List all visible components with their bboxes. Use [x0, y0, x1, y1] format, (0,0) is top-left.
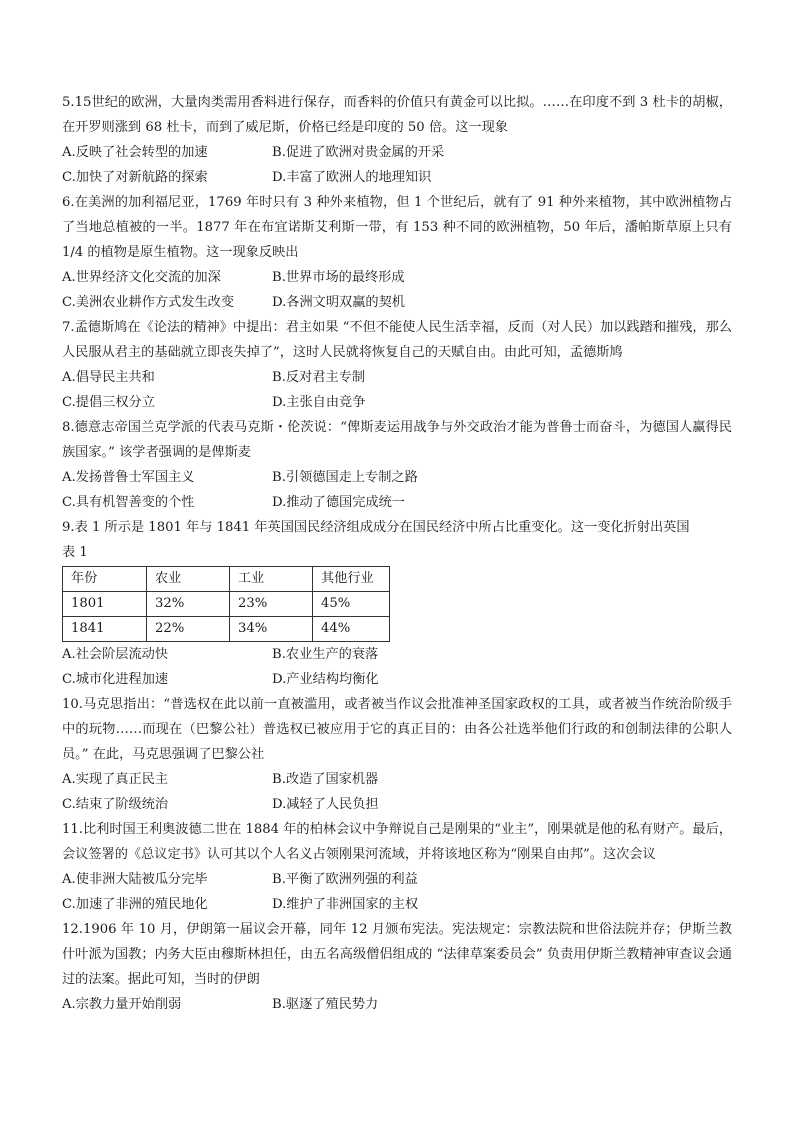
exam-page — [62, 90, 732, 1017]
option-b: B.世界市场的最终形成 — [272, 270, 405, 285]
option-a: A.宗教力量开始削弱 — [62, 997, 182, 1012]
options-grid — [62, 140, 732, 190]
question-stem: 12.1906 年 10 月，伊朗第一届议会开幕，同年 12 月颁布宪法。宪法规定：宗教法院和世俗法院并存；伊斯兰教什叶派为国教；内务大臣由穆斯林担任，由五名高级僧侣组成的 “法律草案委员会” 负责用伊斯兰教精神审查议会通过的法案。据此可知，当时的伊朗 — [62, 922, 732, 987]
option-c: C.加快了对新航路的探索 — [62, 170, 208, 185]
option-d: D.减轻了人民负担 — [272, 797, 379, 812]
question-stem: 9.表 1 所示是 1801 年与 1841 年英国国民经济组成成分在国民经济中所占比重变化。这一变化折射出英国 — [62, 520, 690, 535]
question-7 — [62, 315, 732, 415]
question-6 — [62, 190, 732, 315]
table-cell: 22% — [147, 617, 230, 642]
table-header-cell: 其他行业 — [313, 567, 390, 592]
option-a: A.世界经济文化交流的加深 — [62, 270, 221, 285]
table-cell: 32% — [147, 592, 230, 617]
option-b: B.引领德国走上专制之路 — [272, 470, 418, 485]
question-stem: 6.在美洲的加利福尼亚，1769 年时只有 3 种外来植物，但 1 个世纪后，就有了 91 种外来植物，其中欧洲植物占了当地总植被的一半。1877 年在布宜诺斯艾利斯一带，有 153 种不同的欧洲植物，50 年后，潘帕斯草原上只有 1/4 的植物是原生植物。这一现象反映出 — [62, 195, 732, 260]
table-caption: 表 1 — [62, 545, 88, 560]
option-b: B.反对君主专制 — [272, 370, 366, 385]
question-11 — [62, 817, 732, 917]
options-grid — [62, 465, 732, 515]
option-a: A.社会阶层流动快 — [62, 647, 169, 662]
options-grid — [62, 867, 732, 917]
table-row — [63, 592, 390, 617]
option-b: B.农业生产的衰落 — [272, 647, 379, 662]
question-stem: 11.比利时国王利奥波德二世在 1884 年的柏林会议中争辩说自己是刚果的“业主”，刚果就是他的私有财产。最后，会议签署的《总议定书》认可其以个人名义占领刚果河流域，并将该地区称为“刚果自由邦”。这次会议 — [62, 822, 732, 862]
option-c: C.结束了阶级统治 — [62, 797, 169, 812]
question-8 — [62, 415, 732, 515]
table-cell: 34% — [230, 617, 313, 642]
question-stem: 5.15世纪的欧洲，大量肉类需用香料进行保存，而香料的价值只有黄金可以比拟。……在印度不到 3 杜卡的胡椒，在开罗则涨到 68 杜卡，而到了威尼斯，价格已经是印度的 50 倍。这一现象 — [62, 95, 732, 135]
table-cell: 1841 — [63, 617, 147, 642]
options-grid — [62, 642, 732, 692]
table-row — [63, 617, 390, 642]
option-c: C.城市化进程加速 — [62, 672, 169, 687]
question-5 — [62, 90, 732, 190]
option-d: D.各洲文明双赢的契机 — [272, 295, 405, 310]
table-header-cell: 年份 — [63, 567, 147, 592]
option-a: A.实现了真正民主 — [62, 772, 169, 787]
question-10 — [62, 692, 732, 817]
option-d: D.丰富了欧洲人的地理知识 — [272, 170, 432, 185]
table-cell: 45% — [313, 592, 390, 617]
question-stem: 10.马克思指出：“普选权在此以前一直被滥用，或者被当作议会批准神圣国家政权的工具，或者被当作统治阶级手中的玩物……而现在（巴黎公社）普选权已被应用于它的真正目的：由各公社选举他们行政的和创制法律的公职人员。” 在此，马克思强调了巴黎公社 — [62, 697, 732, 762]
options-grid — [62, 365, 732, 415]
table-cell: 23% — [230, 592, 313, 617]
question-stem: 8.德意志帝国兰克学派的代表马克斯・伦茨说：“俾斯麦运用战争与外交政治才能为普鲁士而奋斗，为德国人赢得民族国家。” 该学者强调的是俾斯麦 — [62, 420, 732, 460]
option-d: D.产业结构均衡化 — [272, 672, 379, 687]
option-b: B.驱逐了殖民势力 — [272, 997, 379, 1012]
option-c: C.提倡三权分立 — [62, 395, 155, 410]
option-a: A.使非洲大陆被瓜分完毕 — [62, 872, 208, 887]
question-12 — [62, 917, 732, 1017]
option-a: A.倡导民主共和 — [62, 370, 155, 385]
question-9 — [62, 515, 732, 692]
table-cell: 1801 — [63, 592, 147, 617]
question-stem: 7.孟德斯鸠在《论法的精神》中提出：君主如果 “不但不能使人民生活幸福，反而（对人民）加以践踏和摧残，那么人民服从君主的基础就立即丧失掉了”，这时人民就将恢复自己的天赋自由。由此可知，孟德斯鸠 — [62, 320, 732, 360]
option-a: A.发扬普鲁士军国主义 — [62, 470, 195, 485]
table-header-cell: 农业 — [147, 567, 230, 592]
option-c: C.加速了非洲的殖民地化 — [62, 897, 208, 912]
option-b: B.平衡了欧洲列强的利益 — [272, 872, 418, 887]
option-b: B.促进了欧洲对贵金属的开采 — [272, 145, 445, 160]
option-d: D.主张自由竞争 — [272, 395, 366, 410]
option-b: B.改造了国家机器 — [272, 772, 379, 787]
options-grid — [62, 992, 732, 1017]
option-d: D.维护了非洲国家的主权 — [272, 897, 419, 912]
option-a: A.反映了社会转型的加速 — [62, 145, 208, 160]
option-d: D.推动了德国完成统一 — [272, 495, 405, 510]
options-grid — [62, 767, 732, 817]
table-header-cell: 工业 — [230, 567, 313, 592]
options-grid — [62, 265, 732, 315]
option-c: C.美洲农业耕作方式发生改变 — [62, 295, 235, 310]
economy-share-table — [62, 566, 390, 642]
table-cell: 44% — [313, 617, 390, 642]
option-c: C.具有机智善变的个性 — [62, 495, 195, 510]
table-header-row — [63, 567, 390, 592]
